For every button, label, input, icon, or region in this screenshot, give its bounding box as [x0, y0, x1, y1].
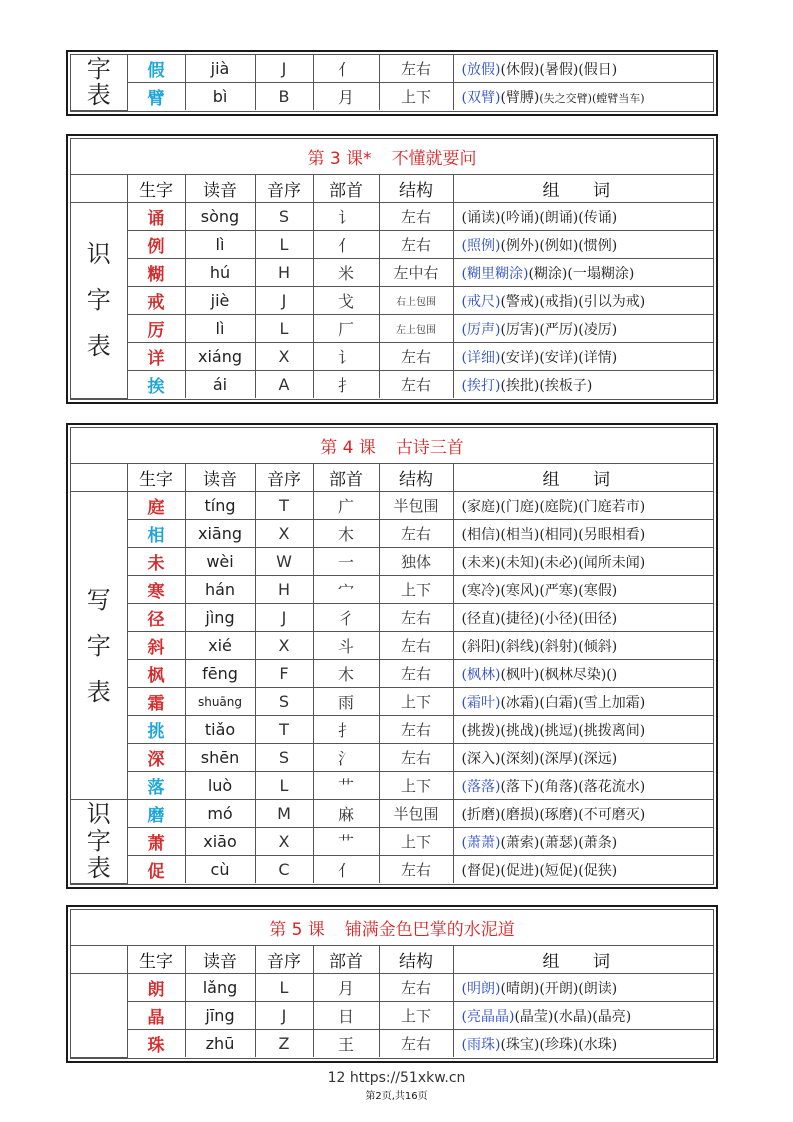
words-cell [453, 203, 713, 231]
highlighted-word: (挨打) [461, 377, 501, 394]
words-cell [453, 1002, 713, 1030]
highlighted-word: (照例) [461, 237, 501, 254]
empty-side-cell [71, 974, 127, 1058]
character-cell: 促 [127, 856, 185, 884]
lesson-4-rows [71, 492, 713, 884]
word: (诵读)(吟诵)(朗诵)(传诵) [461, 209, 618, 226]
header-yinxu: 音序 [255, 946, 313, 974]
table-row [71, 520, 713, 548]
radical-cell: 艹 [313, 828, 379, 856]
highlighted-word: (放假) [461, 61, 501, 78]
words-cell [453, 83, 713, 111]
character-cell: 戒 [127, 287, 185, 315]
header-zuci: 组 词 [453, 464, 713, 492]
index-letter-cell: H [255, 259, 313, 287]
pinyin-cell: fēng [185, 660, 255, 688]
footer-url: 12 https://51xkw.cn [327, 1070, 466, 1086]
table-row [71, 632, 713, 660]
word: (臂膊) [500, 89, 540, 106]
word: (深入)(深刻)(深厚)(深远) [461, 750, 618, 767]
structure-cell: 左右 [379, 660, 453, 688]
footer-page-number: 第2页,共16页 [365, 1091, 428, 1102]
highlighted-word: (详细) [461, 349, 501, 366]
index-letter-cell: F [255, 660, 313, 688]
structure-cell: 左右 [379, 1030, 453, 1058]
pinyin-cell: cù [185, 856, 255, 884]
header-zuci: 组 词 [453, 946, 713, 974]
structure-cell: 独体 [379, 548, 453, 576]
words-cell [453, 287, 713, 315]
pinyin-cell: xiāng [185, 520, 255, 548]
highlighted-word: (戒尺) [461, 293, 501, 310]
structure-cell: 左右 [379, 343, 453, 371]
radical-cell: 扌 [313, 716, 379, 744]
words-cell [453, 371, 713, 399]
pinyin-cell: jiè [185, 287, 255, 315]
structure-cell: 左右 [379, 716, 453, 744]
index-letter-cell: B [255, 83, 313, 111]
word: (径直)(捷径)(小径)(田径) [461, 610, 618, 627]
table-row [71, 744, 713, 772]
words-cell [453, 604, 713, 632]
words-cell [453, 55, 713, 83]
radical-cell: 雨 [313, 688, 379, 716]
radical-cell: 木 [313, 520, 379, 548]
highlighted-word: (落落) [461, 778, 501, 795]
table-row [71, 548, 713, 576]
index-letter-cell: S [255, 688, 313, 716]
index-letter-cell: C [255, 856, 313, 884]
index-letter-cell: J [255, 1002, 313, 1030]
index-letter-cell: X [255, 632, 313, 660]
word: (珠宝)(珍珠)(水珠) [500, 1036, 618, 1053]
structure-cell: 左右 [379, 203, 453, 231]
highlighted-word: (糊里糊涂) [461, 265, 529, 282]
structure-cell: 左右 [379, 371, 453, 399]
lesson-title: 第 5 课 铺满金色巴掌的水泥道 [71, 910, 713, 946]
index-letter-cell: J [255, 287, 313, 315]
structure-cell: 左右 [379, 231, 453, 259]
words-cell [453, 548, 713, 576]
table-row [71, 492, 713, 520]
table-row [71, 343, 713, 371]
table-row [71, 576, 713, 604]
words-cell [453, 1030, 713, 1058]
character-cell: 寒 [127, 576, 185, 604]
index-letter-cell: S [255, 744, 313, 772]
table-row [71, 83, 713, 111]
header-shengzi: 生字 [127, 946, 185, 974]
character-cell: 晶 [127, 1002, 185, 1030]
word: (晴朗)(开朗)(朗读) [500, 980, 618, 997]
index-letter-cell: X [255, 828, 313, 856]
word: (例外)(例如)(惯例) [500, 237, 618, 254]
table-row [71, 55, 713, 83]
structure-cell: 左右 [379, 632, 453, 660]
character-cell: 挑 [127, 716, 185, 744]
table-row [71, 371, 713, 399]
structure-cell: 左右 [379, 974, 453, 1002]
structure-cell: 上下 [379, 772, 453, 800]
header-row [71, 464, 713, 492]
pinyin-cell: shēn [185, 744, 255, 772]
character-cell: 假 [127, 55, 185, 83]
header-jiegou: 结构 [379, 464, 453, 492]
character-cell: 深 [127, 744, 185, 772]
table-row [71, 772, 713, 800]
radical-cell: 亻 [313, 231, 379, 259]
table-row [71, 974, 713, 1002]
pinyin-cell: zhū [185, 1030, 255, 1058]
structure-cell: 上下 [379, 576, 453, 604]
index-letter-cell: L [255, 974, 313, 1002]
side-label: 字 表 [71, 55, 127, 110]
character-cell: 未 [127, 548, 185, 576]
highlighted-word: (亮晶晶) [461, 1008, 515, 1025]
radical-cell: 米 [313, 259, 379, 287]
radical-cell: 亻 [313, 856, 379, 884]
radical-cell: 广 [313, 492, 379, 520]
index-letter-cell: L [255, 772, 313, 800]
radical-cell: 麻 [313, 800, 379, 828]
word: (晶莹)(水晶)(晶亮) [514, 1008, 632, 1025]
header-row [71, 175, 713, 203]
header-row [71, 946, 713, 974]
word: (督促)(促进)(短促)(促狭) [461, 862, 618, 879]
word: (安详)(安详)(详情) [500, 349, 618, 366]
table-row [71, 660, 713, 688]
highlighted-word: (雨珠) [461, 1036, 501, 1053]
header-duyin: 读音 [185, 175, 255, 203]
radical-cell: 王 [313, 1030, 379, 1058]
word: (枫叶)(枫林尽染)() [500, 666, 618, 683]
words-cell [453, 772, 713, 800]
radical-cell: 氵 [313, 744, 379, 772]
word: (糊涂)(一塌糊涂) [528, 265, 635, 282]
table-row [71, 604, 713, 632]
header-duyin: 读音 [185, 946, 255, 974]
table-row [71, 688, 713, 716]
character-cell: 庭 [127, 492, 185, 520]
word: (折磨)(磨损)(琢磨)(不可磨灭) [461, 806, 646, 823]
radical-cell: 讠 [313, 203, 379, 231]
pinyin-cell: jìng [185, 604, 255, 632]
index-letter-cell: J [255, 55, 313, 83]
pinyin-cell: tiǎo [185, 716, 255, 744]
character-cell: 珠 [127, 1030, 185, 1058]
pinyin-cell: hú [185, 259, 255, 287]
word: (斜阳)(斜线)(斜射)(倾斜) [461, 638, 618, 655]
lesson-title: 第 3 课* 不懂就要问 [71, 139, 713, 175]
radical-cell: 月 [313, 83, 379, 111]
header-bushou: 部首 [313, 946, 379, 974]
pinyin-cell: wèi [185, 548, 255, 576]
words-cell [453, 828, 713, 856]
index-letter-cell: M [255, 800, 313, 828]
pinyin-cell: jià [185, 55, 255, 83]
word: (相信)(相当)(相同)(另眼相看) [461, 526, 646, 543]
radical-cell: 斗 [313, 632, 379, 660]
pinyin-cell: shuāng [185, 688, 255, 716]
header-zuci: 组 词 [453, 175, 713, 203]
word: (冰霜)(白霜)(雪上加霜) [500, 694, 646, 711]
table-row [71, 716, 713, 744]
words-cell [453, 744, 713, 772]
top-partial-table [66, 50, 718, 116]
structure-cell: 半包围 [379, 492, 453, 520]
side-label: 识 字 表 [71, 800, 127, 884]
index-letter-cell: T [255, 716, 313, 744]
character-cell: 枫 [127, 660, 185, 688]
radical-cell: 亻 [313, 55, 379, 83]
radical-cell: 戈 [313, 287, 379, 315]
radical-cell: 月 [313, 974, 379, 1002]
character-cell: 相 [127, 520, 185, 548]
lesson-5-rows [71, 974, 713, 1058]
word: (失之交臂) [539, 91, 592, 105]
pinyin-cell: lì [185, 231, 255, 259]
header-shengzi: 生字 [127, 464, 185, 492]
header-bushou: 部首 [313, 464, 379, 492]
table-row [71, 828, 713, 856]
character-cell: 霜 [127, 688, 185, 716]
character-cell: 臂 [127, 83, 185, 111]
highlighted-word: (萧萧) [461, 834, 501, 851]
lesson-5-table [66, 905, 718, 1063]
character-cell: 朗 [127, 974, 185, 1002]
radical-cell: 扌 [313, 371, 379, 399]
header-yinxu: 音序 [255, 464, 313, 492]
word: (挑拨)(挑战)(挑逗)(挑拨离间) [461, 722, 646, 739]
word: (落下)(角落)(落花流水) [500, 778, 646, 795]
structure-cell: 上下 [379, 828, 453, 856]
header-jiegou: 结构 [379, 946, 453, 974]
pinyin-cell: hán [185, 576, 255, 604]
highlighted-word: (厉声) [461, 321, 501, 338]
index-letter-cell: L [255, 231, 313, 259]
lesson-3-table [66, 134, 718, 404]
words-cell [453, 632, 713, 660]
radical-cell: 讠 [313, 343, 379, 371]
character-cell: 诵 [127, 203, 185, 231]
index-letter-cell: L [255, 315, 313, 343]
structure-cell: 上下 [379, 83, 453, 111]
lesson-4-table [66, 423, 718, 889]
table-row [71, 203, 713, 231]
words-cell [453, 716, 713, 744]
word: (螳臂当车) [591, 91, 645, 105]
index-letter-cell: Z [255, 1030, 313, 1058]
character-cell: 落 [127, 772, 185, 800]
words-cell [453, 231, 713, 259]
structure-cell: 左右 [379, 856, 453, 884]
pinyin-cell: lǎng [185, 974, 255, 1002]
words-cell [453, 856, 713, 884]
pinyin-cell: xiāo [185, 828, 255, 856]
words-cell [453, 259, 713, 287]
pinyin-cell: luò [185, 772, 255, 800]
table-row [71, 1002, 713, 1030]
highlighted-word: (霜叶) [461, 694, 501, 711]
header-shengzi: 生字 [127, 175, 185, 203]
word: (寒冷)(寒风)(严寒)(寒假) [461, 582, 618, 599]
words-cell [453, 576, 713, 604]
structure-cell: 上下 [379, 1002, 453, 1030]
index-letter-cell: X [255, 343, 313, 371]
character-cell: 厉 [127, 315, 185, 343]
highlighted-word: (枫林) [461, 666, 501, 683]
table-row [71, 856, 713, 884]
radical-cell: 艹 [313, 772, 379, 800]
pinyin-cell: tíng [185, 492, 255, 520]
header-jiegou: 结构 [379, 175, 453, 203]
table-row [71, 259, 713, 287]
top-table-body [71, 55, 713, 110]
pinyin-cell: lì [185, 315, 255, 343]
radical-cell: 宀 [313, 576, 379, 604]
structure-cell: 左右 [379, 744, 453, 772]
word: (休假)(暑假)(假日) [500, 61, 618, 78]
word: (警戒)(戒指)(引以为戒) [500, 293, 646, 310]
side-label: 写 字 表 [71, 492, 127, 800]
word: (未来)(未知)(未必)(闻所未闻) [461, 554, 646, 571]
character-cell: 糊 [127, 259, 185, 287]
words-cell [453, 343, 713, 371]
side-label: 识 字 表 [71, 203, 127, 399]
structure-cell: 左右 [379, 55, 453, 83]
header-duyin: 读音 [185, 464, 255, 492]
radical-cell: 木 [313, 660, 379, 688]
character-cell: 详 [127, 343, 185, 371]
words-cell [453, 800, 713, 828]
table-row [71, 315, 713, 343]
table-row [71, 1030, 713, 1058]
header-bushou: 部首 [313, 175, 379, 203]
pinyin-cell: xié [185, 632, 255, 660]
word: (厉害)(严厉)(凌厉) [500, 321, 618, 338]
index-letter-cell: J [255, 604, 313, 632]
words-cell [453, 520, 713, 548]
words-cell [453, 974, 713, 1002]
structure-cell: 左上包围 [379, 315, 453, 343]
pinyin-cell: mó [185, 800, 255, 828]
pinyin-cell: jīng [185, 1002, 255, 1030]
character-cell: 径 [127, 604, 185, 632]
character-cell: 挨 [127, 371, 185, 399]
structure-cell: 右上包围 [379, 287, 453, 315]
character-cell: 斜 [127, 632, 185, 660]
radical-cell: 一 [313, 548, 379, 576]
table-row [71, 231, 713, 259]
structure-cell: 半包围 [379, 800, 453, 828]
word: (萧索)(萧瑟)(萧条) [500, 834, 618, 851]
header-yinxu: 音序 [255, 175, 313, 203]
structure-cell: 左右 [379, 604, 453, 632]
lesson-3-rows [71, 203, 713, 399]
character-cell: 例 [127, 231, 185, 259]
index-letter-cell: H [255, 576, 313, 604]
pinyin-cell: xiáng [185, 343, 255, 371]
radical-cell: 彳 [313, 604, 379, 632]
character-cell: 萧 [127, 828, 185, 856]
table-row [71, 800, 713, 828]
word: (家庭)(门庭)(庭院)(门庭若市) [461, 498, 646, 515]
words-cell [453, 315, 713, 343]
words-cell [453, 492, 713, 520]
index-letter-cell: X [255, 520, 313, 548]
structure-cell: 左右 [379, 520, 453, 548]
table-row [71, 287, 713, 315]
pinyin-cell: sòng [185, 203, 255, 231]
character-cell: 磨 [127, 800, 185, 828]
words-cell [453, 688, 713, 716]
highlighted-word: (明朗) [461, 980, 501, 997]
highlighted-word: (双臂) [461, 89, 501, 106]
index-letter-cell: W [255, 548, 313, 576]
lesson-title: 第 4 课 古诗三首 [71, 428, 713, 464]
words-cell [453, 660, 713, 688]
radical-cell: 厂 [313, 315, 379, 343]
pinyin-cell: bì [185, 83, 255, 111]
index-letter-cell: S [255, 203, 313, 231]
index-letter-cell: A [255, 371, 313, 399]
index-letter-cell: T [255, 492, 313, 520]
word: (挨批)(挨板子) [500, 377, 593, 394]
structure-cell: 左中右 [379, 259, 453, 287]
pinyin-cell: ái [185, 371, 255, 399]
radical-cell: 日 [313, 1002, 379, 1030]
structure-cell: 上下 [379, 688, 453, 716]
